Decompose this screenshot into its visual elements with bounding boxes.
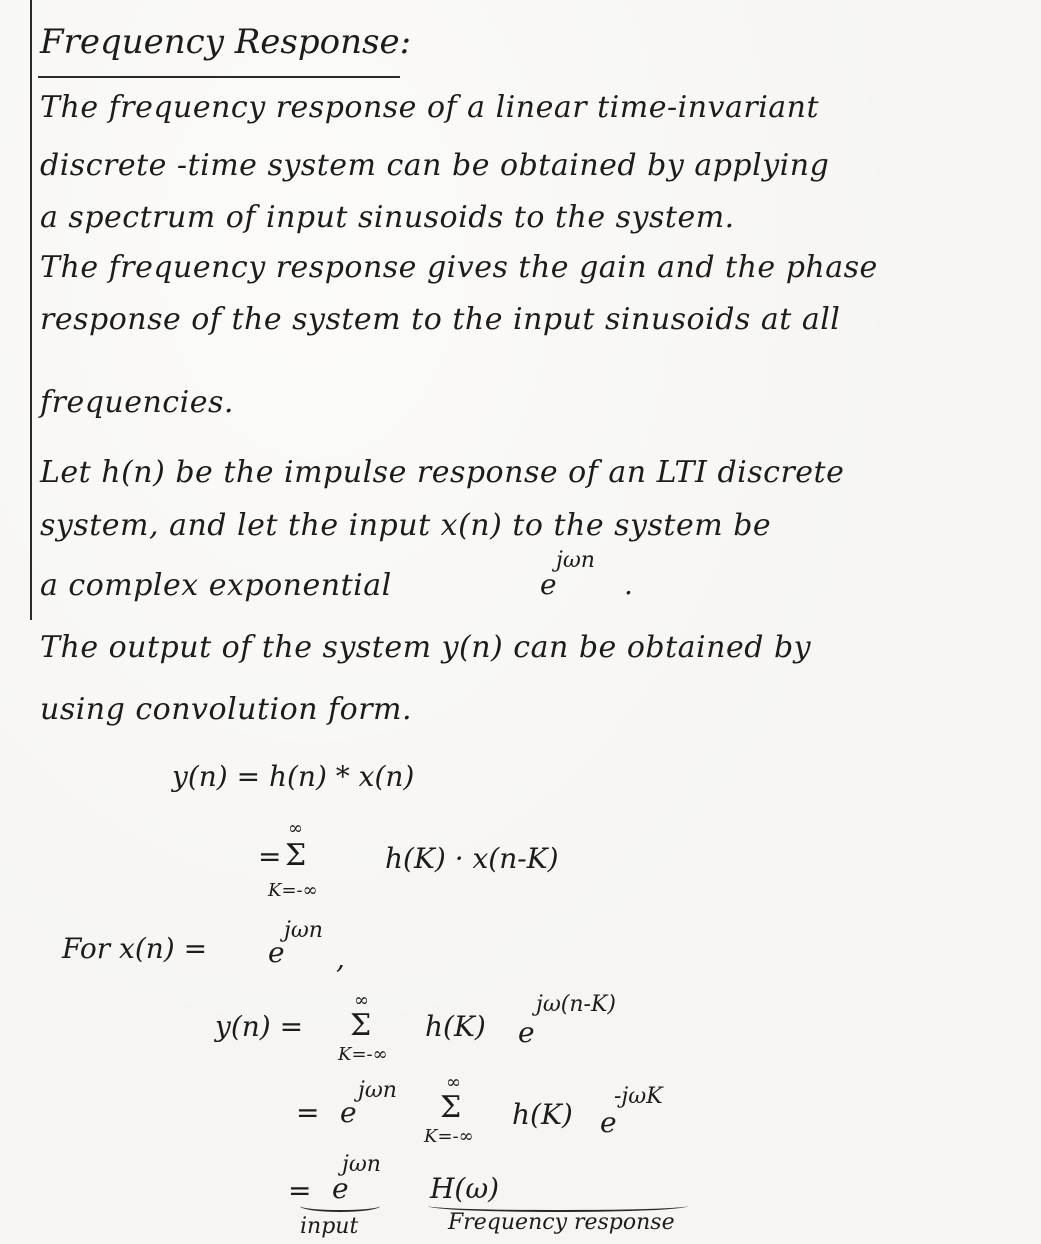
exp-base: e xyxy=(340,1096,357,1129)
text-line: system, and let the input x(n) to the system be xyxy=(40,508,772,543)
exp-base: e xyxy=(268,936,285,969)
sigma-symbol: Σ xyxy=(440,1090,462,1125)
exponent: jω(n-K) xyxy=(536,992,616,1017)
text-line: discrete -time system can be obtained by applying xyxy=(40,148,830,183)
period: . xyxy=(624,568,633,601)
label-frequency-response: Frequency response xyxy=(448,1210,675,1235)
equation-sum-body: h(K) · x(n-K) xyxy=(385,842,559,875)
exponent: jωn xyxy=(342,1152,381,1177)
sum-lower-limit: K=-∞ xyxy=(268,880,318,901)
text-line: frequencies. xyxy=(40,385,234,420)
exponent: jωn xyxy=(556,548,595,573)
for-label: For x(n) = xyxy=(62,932,208,965)
equation-hk: h(K) xyxy=(512,1098,573,1131)
title-underline xyxy=(38,76,400,78)
text-line: The frequency response of a linear time-invariant xyxy=(40,90,820,125)
sigma-symbol: Σ xyxy=(350,1008,372,1043)
equation-output-lhs: y(n) = xyxy=(215,1010,304,1043)
margin-line xyxy=(30,0,32,620)
frequency-response-term: H(ω) xyxy=(430,1172,500,1205)
exponent: -jωK xyxy=(614,1084,663,1109)
label-input: input xyxy=(300,1214,359,1239)
comma: , xyxy=(336,942,345,975)
exp-base: e xyxy=(332,1172,349,1205)
sum-upper-limit: ∞ xyxy=(288,818,303,839)
exponent: jωn xyxy=(284,918,323,943)
text-line: Let h(n) be the impulse response of an LTI discrete xyxy=(40,455,845,490)
text-line: using convolution form. xyxy=(40,692,413,727)
text-line: a complex exponential xyxy=(40,568,392,603)
page-title: Frequency Response: xyxy=(40,22,412,62)
equation-hk: h(K) xyxy=(425,1010,486,1043)
sigma-symbol: Σ xyxy=(285,838,307,873)
text-line: The output of the system y(n) can be obtained by xyxy=(40,630,812,665)
exponent: jωn xyxy=(358,1078,397,1103)
sum-lower-limit: K=-∞ xyxy=(424,1126,474,1147)
text-line: response of the system to the input sinusoids at all xyxy=(40,302,841,337)
exp-base: e xyxy=(540,568,557,601)
exp-base: e xyxy=(518,1016,535,1049)
equation-convolution: y(n) = h(n) * x(n) xyxy=(172,760,415,793)
text-line: The frequency response gives the gain and the phase xyxy=(40,250,878,285)
equals-sign: = xyxy=(258,840,282,873)
text-line: a spectrum of input sinusoids to the system. xyxy=(40,200,735,235)
equals-sign: = xyxy=(296,1096,320,1129)
exp-base: e xyxy=(600,1106,617,1139)
equals-sign: = xyxy=(288,1174,312,1207)
sum-upper-limit: ∞ xyxy=(354,990,369,1011)
sum-lower-limit: K=-∞ xyxy=(338,1044,388,1065)
sum-upper-limit: ∞ xyxy=(446,1072,461,1093)
brace-input xyxy=(300,1200,380,1212)
